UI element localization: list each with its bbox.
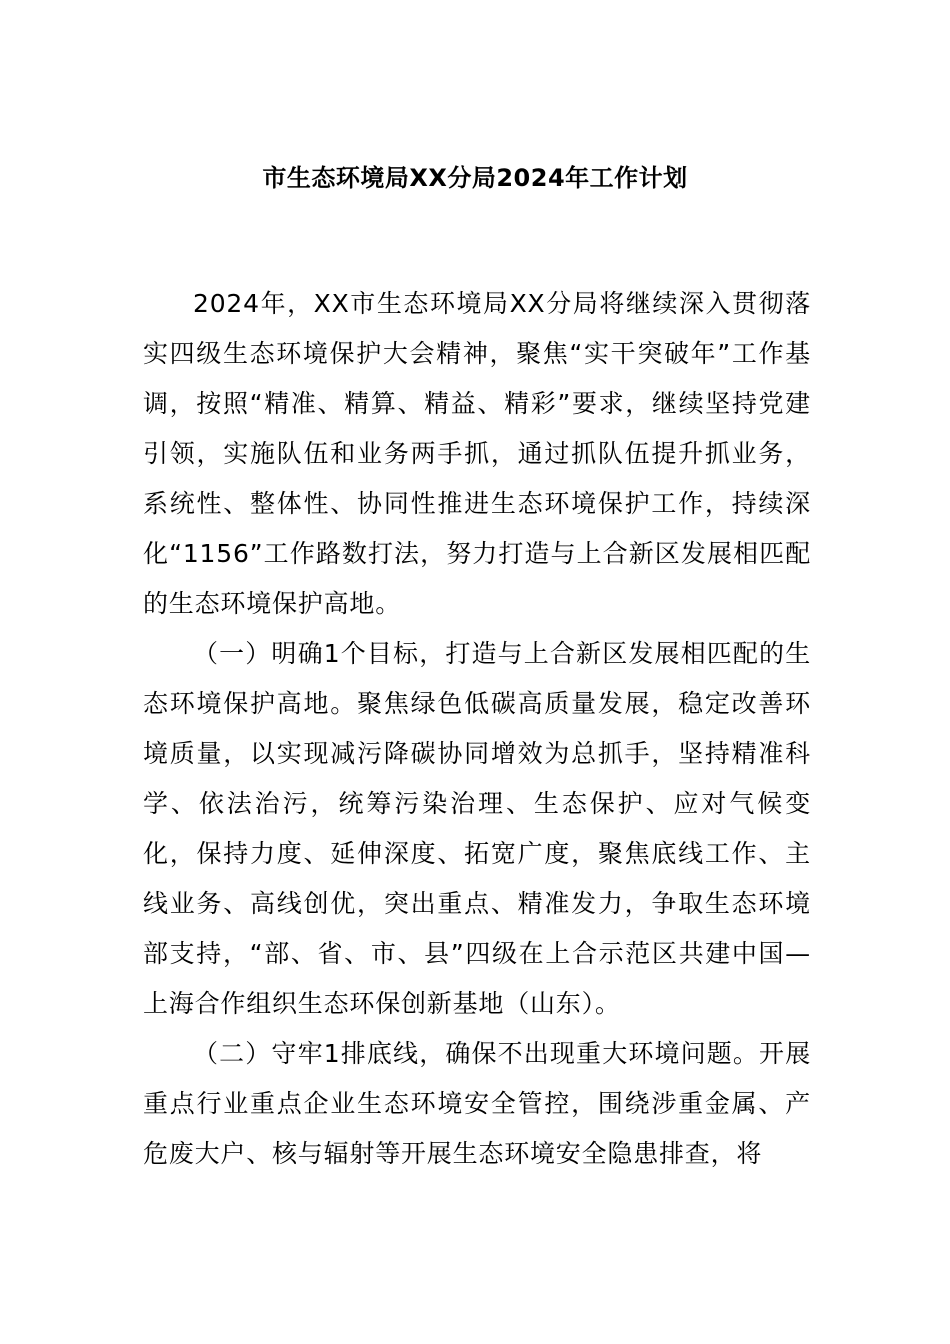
paragraph-intro: 2024年，XX市生态环境局XX分局将继续深入贯彻落实四级生态环境保护大会精神，聚焦“实干突破年”工作基调，按照“精准、精算、精益、精彩”要求，继续坚持党建引领，实施队伍和业务两手抓，通过抓队伍提升抓业务，系统性、整体性、协同性推进生态环境保护工作，持续深化“1156”工作路数打法，努力打造与上合新区发展相匹配的生态环境保护高地。 [143, 289, 811, 618]
paragraph-section-2: （二）守牢1排底线，确保不出现重大环境问题。开展重点行业重点企业生态环境安全管控，围绕涉重金属、产危废大户、核与辐射等开展生态环境安全隐患排查，将 [143, 1039, 811, 1168]
paragraph-section-1: （一）明确1个目标，打造与上合新区发展相匹配的生态环境保护高地。聚焦绿色低碳高质量发展，稳定改善环境质量，以实现减污降碳协同增效为总抓手，坚持精准科学、依法治污，统筹污染治理、生态保护、应对气候变化，保持力度、延伸深度、拓宽广度，聚焦底线工作、主线业务、高线创优，突出重点、精准发力，争取生态环境部支持，“部、省、市、县”四级在上合示范区共建中国—上海合作组织生态环保创新基地（山东）。 [143, 639, 811, 1018]
document-title: 市生态环境局XX分局2024年工作计划 [262, 164, 688, 192]
document-body [143, 279, 811, 1179]
